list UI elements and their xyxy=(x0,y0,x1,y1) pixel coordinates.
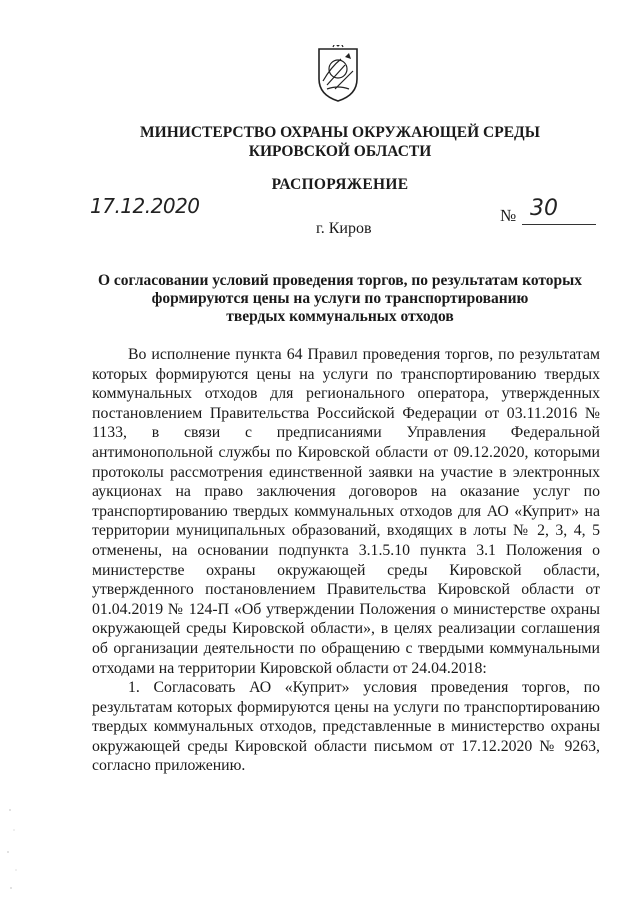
subject-line1: О согласовании условий проведения торгов, по результатам которых xyxy=(98,272,582,289)
document-date: 17.12.2020 xyxy=(90,194,200,218)
ministry-name-line1: МИНИСТЕРСТВО ОХРАНЫ ОКРУЖАЮЩЕЙ СРЕДЫ xyxy=(140,124,540,141)
subject-line3: твердых коммунальных отходов xyxy=(226,308,454,325)
document-body xyxy=(92,345,600,776)
subject-line2: формируются цены на услуги по транспортированию xyxy=(151,290,529,307)
city-name: г. Киров xyxy=(316,220,372,237)
coat-of-arms-icon xyxy=(315,45,361,103)
document-type-title: РАСПОРЯЖЕНИЕ xyxy=(271,176,409,193)
body-paragraph-preamble: Во исполнение пункта 64 Правил проведения торгов, по результатам которых формируются цены на услуги по транспортированию твердых коммунальных отходов для регионального оператора, утвержденных постановлением Правительства Российской Федерации от 03.11.2016 № 1133, в связи с предписаниями Управления Федеральной антимонопольной службы по Кировской области от 09.12.2020, которыми протоколы рассмотрения единственной заявки на участие в электронных аукционах на право заключения договоров на оказание услуг по транспортированию твердых коммунальных отходов для АО «Куприт» на территории муниципальных образований, входящих в лоты № 2, 3, 4, 5 отменены, на основании подпункта 3.1.5.10 пункта 3.1 Положения о министерстве охраны окружающей среды Кировской области, утвержденного постановлением Правительства Кировской области от 01.04.2019 № 124-П «Об утверждении Положения о министерстве охраны окружающей среды Кировской области», в целях реализации соглашения об организации деятельности по обращению с твердыми коммунальными отходами на территории Кировской области от 24.04.2018: xyxy=(92,346,600,677)
ministry-name-line2: КИРОВСКОЙ ОБЛАСТИ xyxy=(248,143,432,160)
scan-noise xyxy=(4,800,34,900)
number-underline xyxy=(522,224,596,225)
number-label: № xyxy=(500,206,517,225)
body-paragraph-item1: 1. Согласовать АО «Куприт» условия проведения торгов, по результатам которых формируются цены на услуги по транспортированию твердых коммунальных отходов, представленные в министерство охраны окружающей среды Кировской области письмом от 17.12.2020 № 9263, согласно приложению. xyxy=(92,679,600,775)
document-number: 30 xyxy=(530,196,558,221)
